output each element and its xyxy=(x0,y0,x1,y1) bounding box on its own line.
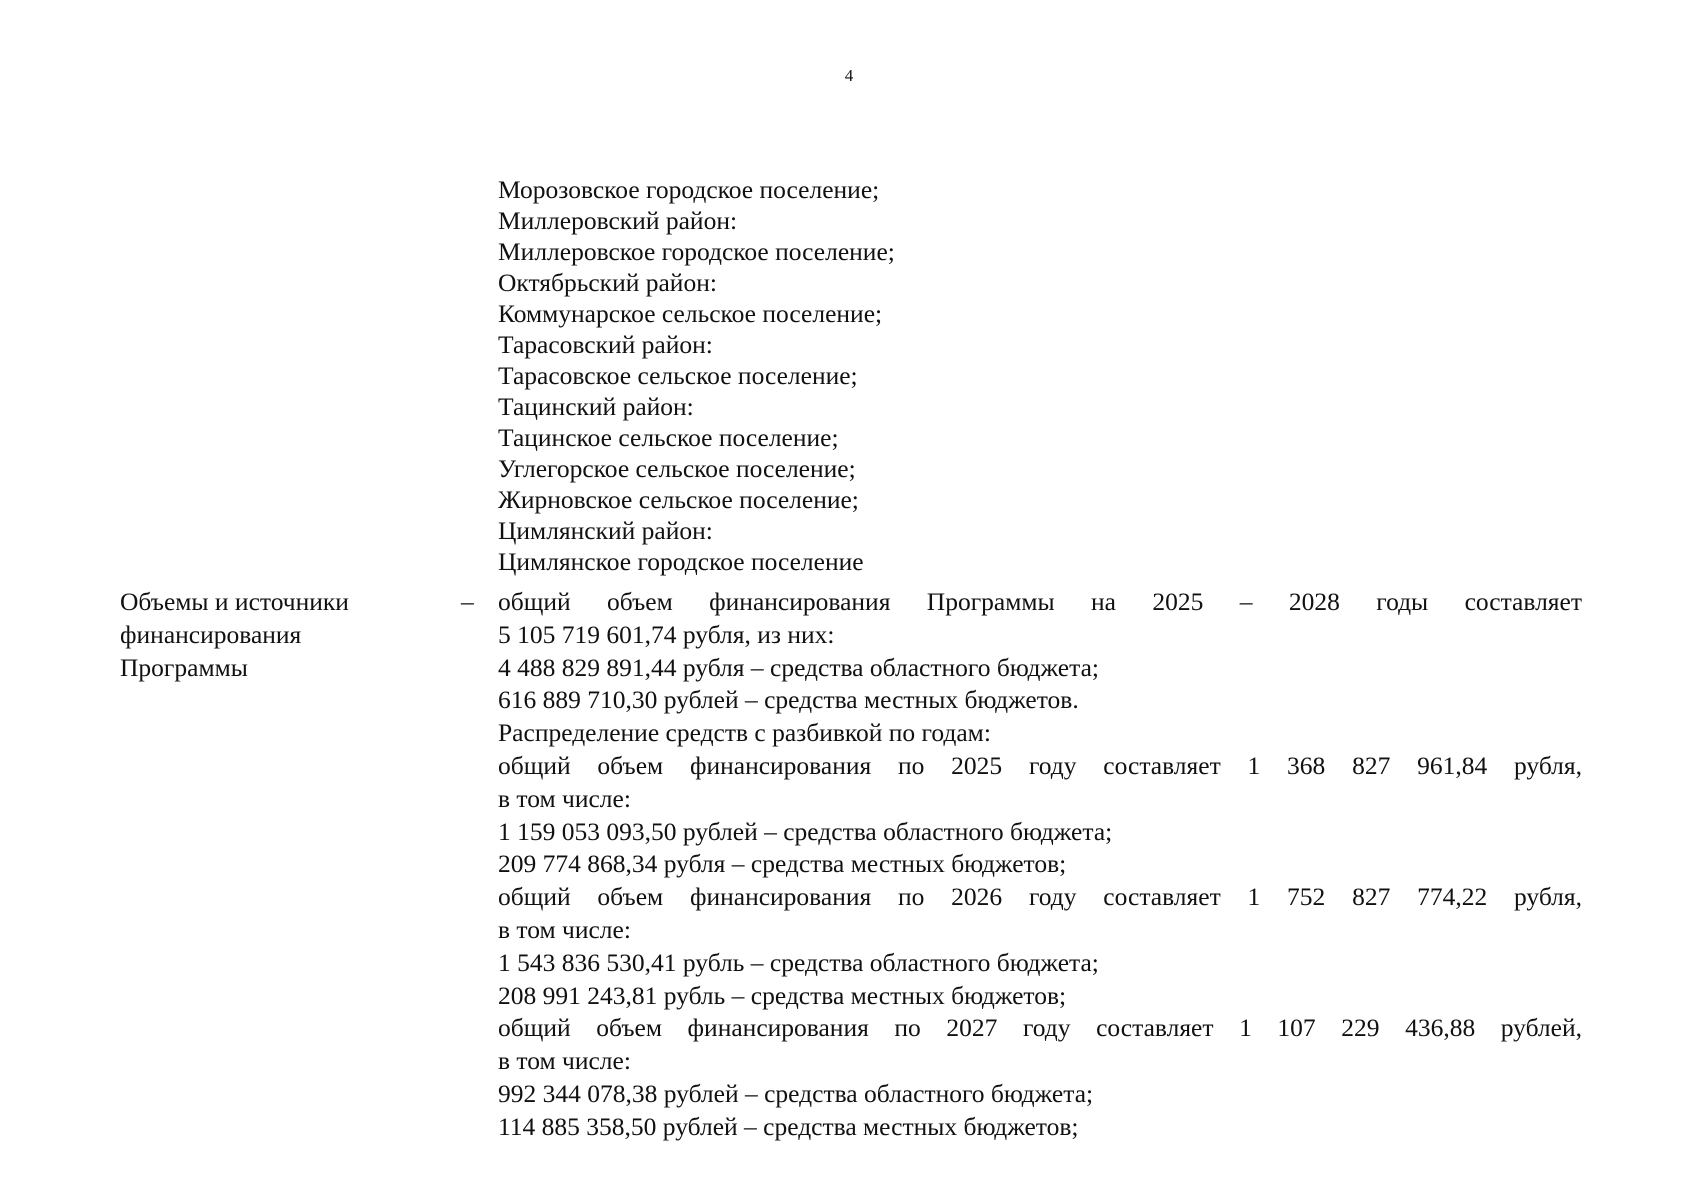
financing-line: Распределение средств с разбивкой по годам: xyxy=(498,718,991,748)
locality-line: Морозовское городское поселение; xyxy=(498,175,880,204)
financing-line: 4 488 829 891,44 рубля – средства областного бюджета; xyxy=(498,652,1099,682)
financing-line: в том числе: xyxy=(498,783,631,813)
locality-line: Тарасовское сельское поселение; xyxy=(498,361,858,390)
financing-label-line: Объемы и источники xyxy=(120,587,349,616)
financing-line: 114 885 358,50 рублей – средства местных бюджетов; xyxy=(498,1111,1079,1141)
locality-line: Тацинский район: xyxy=(498,392,694,421)
locality-line: Миллеровский район: xyxy=(498,206,738,235)
localities-list xyxy=(498,174,1598,577)
locality-line: Цимлянское городское поселение xyxy=(498,547,864,576)
locality-line: Тацинское сельское поселение; xyxy=(498,423,839,452)
locality-line: Жирновское сельское поселение; xyxy=(498,485,859,514)
page-number: 4 xyxy=(844,66,854,85)
financing-line: общий объем финансирования по 2026 году составляет 1 752 827 774,22 рубля, xyxy=(498,882,1582,912)
financing-text xyxy=(498,586,1582,1144)
locality-line: Цимлянский район: xyxy=(498,516,713,545)
financing-line: 1 159 053 093,50 рублей – средства областного бюджета; xyxy=(498,816,1113,846)
financing-line: 209 774 868,34 рубля – средства местных бюджетов; xyxy=(498,849,1067,879)
financing-line: общий объем финансирования по 2025 году составляет 1 368 827 961,84 рубля, xyxy=(498,750,1582,780)
locality-line: Коммунарское сельское поселение; xyxy=(498,299,883,328)
financing-line: 5 105 719 601,74 рубля, из них: xyxy=(498,619,835,649)
financing-line: 616 889 710,30 рублей – средства местных бюджетов. xyxy=(498,685,1079,715)
financing-label-line: Программы xyxy=(120,652,248,682)
financing-label xyxy=(120,586,440,684)
financing-line: 208 991 243,81 рубль – средства местных бюджетов; xyxy=(498,980,1067,1010)
locality-line: Миллеровское городское поселение; xyxy=(498,237,895,266)
financing-line: в том числе: xyxy=(498,914,631,944)
locality-line: Углегорское сельское поселение; xyxy=(498,454,856,483)
financing-label-line: финансирования xyxy=(120,619,302,649)
financing-line: общий объем финансирования по 2027 году составляет 1 107 229 436,88 рублей, xyxy=(498,1013,1582,1043)
financing-line: 1 543 836 530,41 рубль – средства областного бюджета; xyxy=(498,947,1099,977)
locality-line: Октябрьский район: xyxy=(498,268,717,297)
financing-line: 992 344 078,38 рублей – средства областного бюджета; xyxy=(498,1078,1094,1108)
locality-line: Тарасовский район: xyxy=(498,330,713,359)
financing-line: общий объем финансирования Программы на 2025 – 2028 годы составляет xyxy=(498,587,1582,616)
label-dash: – xyxy=(461,587,474,616)
financing-line: в том числе: xyxy=(498,1046,631,1076)
